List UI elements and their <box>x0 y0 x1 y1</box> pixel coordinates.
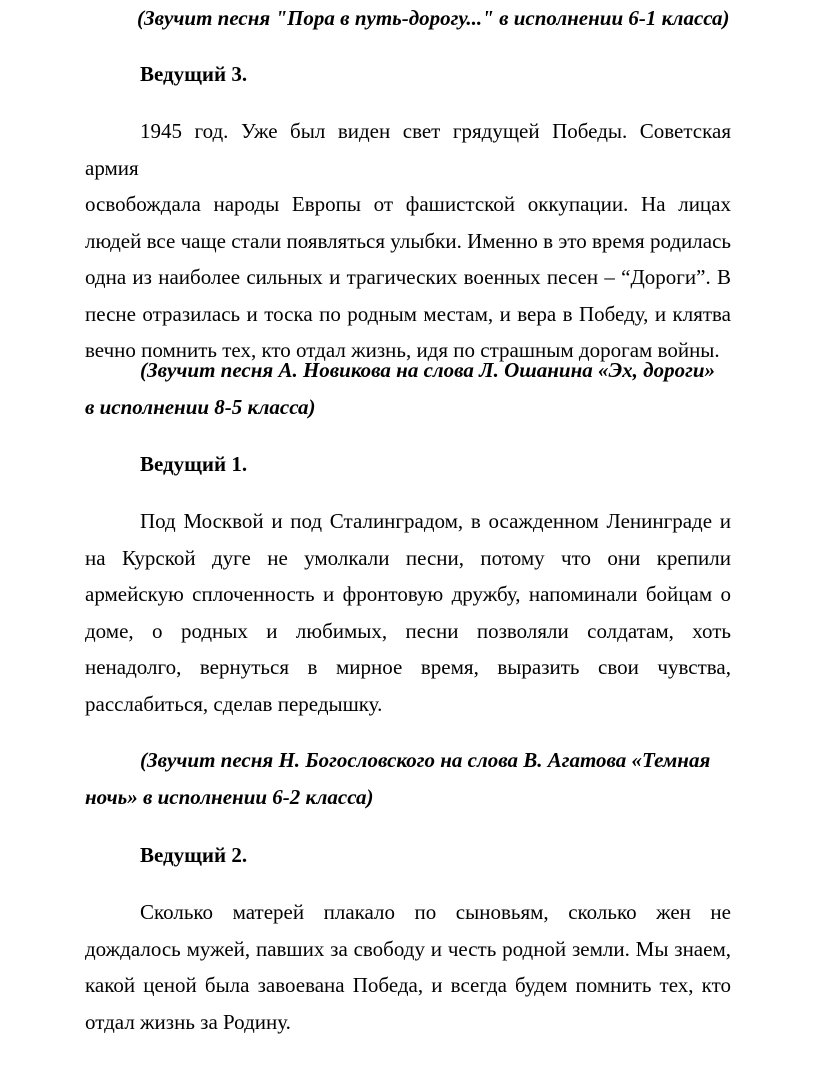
paragraph-2 <box>85 503 731 722</box>
paragraph-2-line: ненадолго, вернуться в мирное время, выразить свои чувства, <box>85 655 731 679</box>
song-cue-2-line: в исполнении 8-5 класса) <box>85 394 316 419</box>
paragraph-2-line: расслабиться, сделав передышку. <box>85 691 383 716</box>
paragraph-3-line: дождалось мужей, павших за свободу и честь родной земли. Мы знаем, <box>85 936 731 961</box>
paragraph-3-line: отдал жизнь за Родину. <box>85 1009 291 1034</box>
song-cue-1-line: (Звучит песня "Пора в путь-дорогу..." в исполнении 6-1 класса) <box>137 6 730 30</box>
song-cue-3-line: ночь» в исполнении 6-2 класса) <box>85 784 374 809</box>
song-cue-2-line: (Звучит песня А. Новикова на слова Л. Ошанина «Эх, дороги» <box>140 358 715 382</box>
song-cue-2 <box>85 352 731 425</box>
paragraph-1-line: вечно помнить тех, кто отдал жизнь, идя по страшным дорогам войны. <box>85 338 720 362</box>
paragraph-1-line: песне отразилась и тоска по родным местам, и вера в Победу, и клятва <box>85 301 731 326</box>
paragraph-1-line: освобождала народы Европы от фашистской оккупации. На лицах <box>85 192 731 216</box>
paragraph-3-line: Сколько матерей плакало по сыновьям, сколько жен не <box>140 900 731 924</box>
paragraph-2-line: Под Москвой и под Сталинградом, в осажденном Ленинграде и <box>140 509 731 533</box>
paragraph-1-line: одна из наиболее сильных и трагических военных песен – “Дороги”. В <box>85 265 731 289</box>
paragraph-2-line: доме, о родных и любимых, песни позволяли солдатам, хоть <box>85 618 731 643</box>
song-cue-3 <box>85 742 731 815</box>
paragraph-1 <box>85 113 731 369</box>
paragraph-1-line: 1945 год. Уже был виден свет грядущей Победы. Советская армия <box>85 119 731 180</box>
paragraph-2-line: на Курской дуге не умолкали песни, потому что они крепили <box>85 545 731 570</box>
song-cue-3-line: (Звучит песня Н. Богословского на слова В. Агатова «Темная <box>140 748 711 772</box>
host-2-heading <box>140 837 786 874</box>
paragraph-3-line: какой ценой была завоевана Победа, и всегда будем помнить тех, кто <box>85 973 731 997</box>
paragraph-2-line: армейскую сплоченность и фронтовую дружбу, напоминали бойцам о <box>85 582 731 606</box>
host-1-heading <box>140 446 786 483</box>
paragraph-1-line: людей все чаще стали появляться улыбки. Именно в это время родилась <box>85 228 731 253</box>
paragraph-3 <box>85 894 731 1040</box>
host-1-label: Ведущий 1. <box>140 452 248 476</box>
song-cue-1 <box>137 0 737 37</box>
host-3-heading <box>140 56 786 93</box>
host-3-label: Ведущий 3. <box>140 62 248 86</box>
host-2-label: Ведущий 2. <box>140 843 248 867</box>
